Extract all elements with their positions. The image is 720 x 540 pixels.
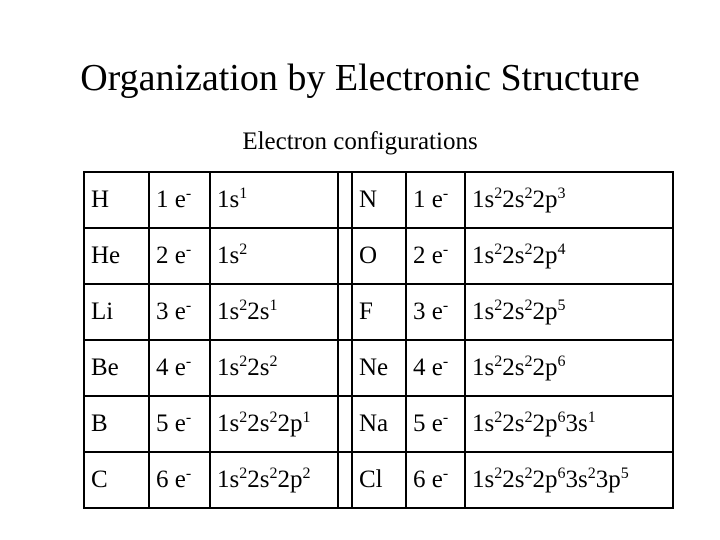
electron-count-text: 1 e: [156, 186, 186, 213]
right-electron-count: [406, 452, 465, 508]
left-electron-count: [149, 452, 210, 508]
orbital-occupancy: 2: [494, 185, 503, 202]
orbital-label: 2s: [247, 466, 270, 493]
orbital-label: 2p: [532, 410, 558, 437]
electron-count-text: 1 e: [413, 186, 443, 213]
left-electron-configuration: [210, 228, 338, 284]
left-electron-configuration: [210, 284, 338, 340]
table-caption: Electron configurations: [242, 128, 478, 155]
orbital-label: 1s: [217, 410, 240, 437]
orbital-label: 2s: [502, 466, 525, 493]
orbital-label: 1s: [217, 242, 240, 269]
electron-charge: -: [442, 409, 449, 426]
left-element-symbol: Li: [84, 284, 149, 340]
orbital-label: 2s: [502, 242, 525, 269]
table-row: [84, 340, 673, 396]
orbital-label: 1s: [472, 354, 495, 381]
table-row: [84, 172, 673, 228]
left-electron-configuration: [210, 340, 338, 396]
orbital-label: 1s: [217, 354, 240, 381]
orbital-occupancy: 2: [239, 353, 248, 370]
table-row: [84, 396, 673, 452]
right-electron-configuration: [465, 284, 673, 340]
left-electron-count: [149, 396, 210, 452]
slide-title: Organization by Electronic Structure: [80, 57, 640, 99]
electron-configuration-table: [83, 171, 674, 509]
left-element-symbol: C: [84, 452, 149, 508]
orbital-label: 2s: [502, 410, 525, 437]
orbital-occupancy: 1: [302, 409, 311, 426]
orbital-occupancy: 2: [494, 297, 503, 314]
column-divider: [338, 396, 352, 452]
orbital-label: 2s: [247, 354, 270, 381]
electron-charge: -: [442, 185, 449, 202]
electron-count-text: 2 e: [156, 242, 186, 269]
orbital-occupancy: 2: [494, 465, 503, 482]
left-electron-count: [149, 172, 210, 228]
orbital-label: 1s: [217, 298, 240, 325]
right-element-symbol: O: [352, 228, 406, 284]
orbital-label: 1s: [217, 186, 240, 213]
right-element-symbol: Cl: [352, 452, 406, 508]
table-row: [84, 452, 673, 508]
electron-charge: -: [185, 409, 192, 426]
left-electron-configuration: [210, 396, 338, 452]
orbital-label: 3s: [565, 466, 588, 493]
orbital-label: 1s: [472, 410, 495, 437]
right-electron-count: [406, 228, 465, 284]
electron-count-text: 3 e: [156, 298, 186, 325]
orbital-label: 2s: [502, 186, 525, 213]
column-divider: [338, 452, 352, 508]
left-electron-configuration: [210, 172, 338, 228]
orbital-occupancy: 2: [269, 465, 278, 482]
orbital-occupancy: 2: [269, 409, 278, 426]
orbital-occupancy: 6: [557, 409, 566, 426]
electron-count-text: 5 e: [413, 410, 443, 437]
orbital-occupancy: 2: [269, 353, 278, 370]
orbital-label: 1s: [217, 466, 240, 493]
orbital-label: 2p: [532, 242, 558, 269]
right-element-symbol: N: [352, 172, 406, 228]
orbital-label: 2p: [532, 186, 558, 213]
column-divider: [338, 284, 352, 340]
right-element-symbol: Na: [352, 396, 406, 452]
electron-count-text: 6 e: [413, 466, 443, 493]
right-electron-count: [406, 340, 465, 396]
electron-charge: -: [185, 353, 192, 370]
orbital-label: 2p: [532, 298, 558, 325]
right-electron-configuration: [465, 340, 673, 396]
orbital-label: 3s: [565, 410, 588, 437]
orbital-occupancy: 2: [239, 241, 248, 258]
left-element-symbol: He: [84, 228, 149, 284]
orbital-label: 2p: [277, 410, 303, 437]
orbital-occupancy: 2: [524, 465, 533, 482]
column-divider: [338, 228, 352, 284]
orbital-label: 2s: [247, 410, 270, 437]
orbital-occupancy: 2: [239, 409, 248, 426]
electron-charge: -: [185, 465, 192, 482]
left-electron-configuration: [210, 452, 338, 508]
orbital-occupancy: 1: [269, 297, 278, 314]
electron-charge: -: [185, 185, 192, 202]
right-electron-configuration: [465, 452, 673, 508]
orbital-occupancy: 2: [239, 465, 248, 482]
electron-count-text: 6 e: [156, 466, 186, 493]
table-row: [84, 284, 673, 340]
electron-charge: -: [442, 353, 449, 370]
right-element-symbol: Ne: [352, 340, 406, 396]
orbital-occupancy: 6: [557, 353, 566, 370]
electron-charge: -: [442, 241, 449, 258]
electron-count-text: 4 e: [156, 354, 186, 381]
electron-charge: -: [442, 297, 449, 314]
orbital-occupancy: 6: [557, 465, 566, 482]
right-electron-configuration: [465, 228, 673, 284]
left-element-symbol: H: [84, 172, 149, 228]
orbital-occupancy: 2: [587, 465, 596, 482]
right-electron-count: [406, 172, 465, 228]
orbital-label: 1s: [472, 186, 495, 213]
orbital-occupancy: 2: [239, 297, 248, 314]
orbital-occupancy: 2: [302, 465, 311, 482]
orbital-occupancy: 2: [524, 241, 533, 258]
orbital-label: 3p: [595, 466, 621, 493]
electron-count-text: 4 e: [413, 354, 443, 381]
table-row: [84, 228, 673, 284]
right-electron-count: [406, 396, 465, 452]
electron-count-text: 3 e: [413, 298, 443, 325]
orbital-label: 2s: [502, 298, 525, 325]
right-element-symbol: F: [352, 284, 406, 340]
electron-charge: -: [185, 297, 192, 314]
left-electron-count: [149, 228, 210, 284]
orbital-occupancy: 4: [557, 241, 566, 258]
orbital-label: 1s: [472, 466, 495, 493]
left-element-symbol: Be: [84, 340, 149, 396]
orbital-occupancy: 2: [494, 241, 503, 258]
left-element-symbol: B: [84, 396, 149, 452]
orbital-occupancy: 2: [524, 353, 533, 370]
orbital-occupancy: 2: [524, 297, 533, 314]
orbital-occupancy: 3: [557, 185, 566, 202]
electron-count-text: 2 e: [413, 242, 443, 269]
orbital-occupancy: 2: [494, 409, 503, 426]
orbital-occupancy: 2: [494, 353, 503, 370]
orbital-occupancy: 2: [524, 185, 533, 202]
orbital-occupancy: 1: [239, 185, 248, 202]
right-electron-configuration: [465, 396, 673, 452]
orbital-occupancy: 5: [620, 465, 629, 482]
electron-charge: -: [442, 465, 449, 482]
orbital-occupancy: 1: [587, 409, 596, 426]
left-electron-count: [149, 340, 210, 396]
orbital-occupancy: 2: [524, 409, 533, 426]
right-electron-configuration: [465, 172, 673, 228]
left-electron-count: [149, 284, 210, 340]
orbital-label: 1s: [472, 242, 495, 269]
orbital-label: 2p: [277, 466, 303, 493]
electron-count-text: 5 e: [156, 410, 186, 437]
orbital-label: 1s: [472, 298, 495, 325]
column-divider: [338, 172, 352, 228]
orbital-label: 2p: [532, 466, 558, 493]
electron-charge: -: [185, 241, 192, 258]
orbital-label: 2p: [532, 354, 558, 381]
right-electron-count: [406, 284, 465, 340]
orbital-label: 2s: [247, 298, 270, 325]
column-divider: [338, 340, 352, 396]
orbital-occupancy: 5: [557, 297, 566, 314]
orbital-label: 2s: [502, 354, 525, 381]
